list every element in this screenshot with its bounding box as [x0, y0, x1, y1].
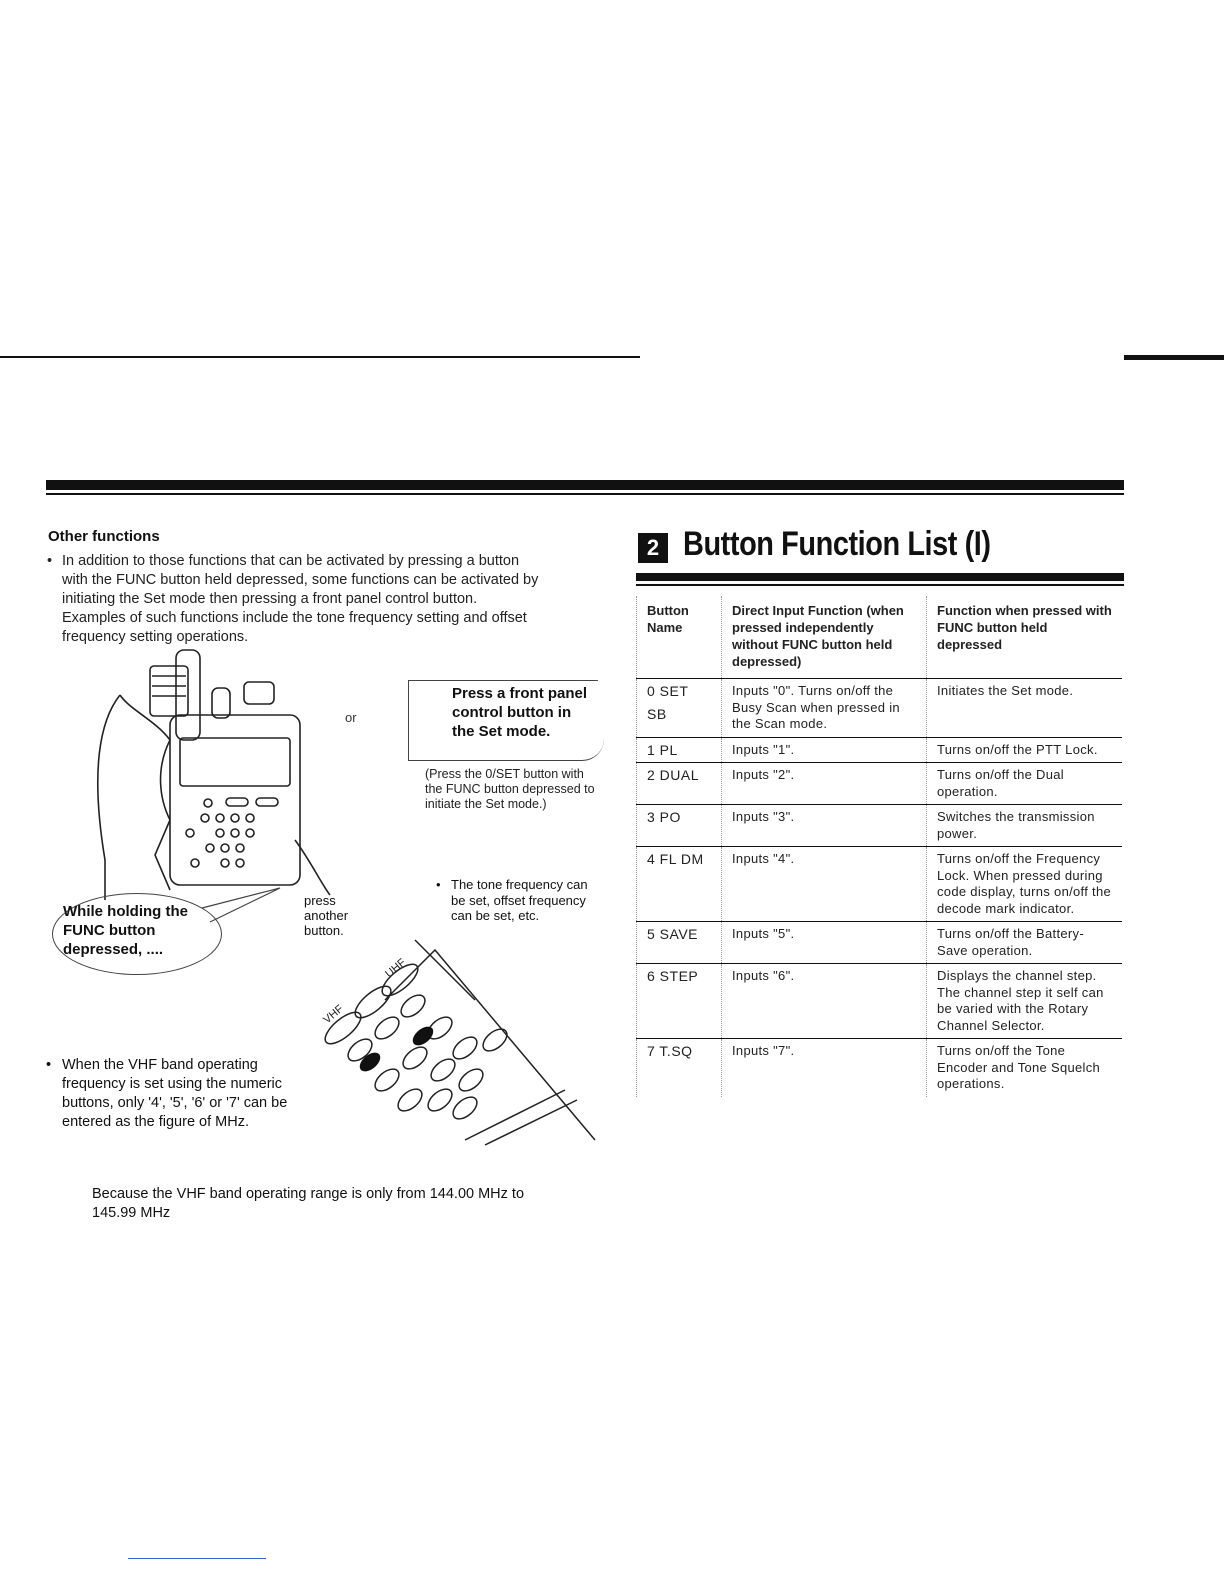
- table-row: [637, 1039, 1123, 1097]
- button-name-cell: 2 DUAL: [637, 763, 722, 805]
- button-name-secondary: SB: [647, 705, 667, 722]
- button-name-cell: 5 SAVE: [637, 922, 722, 964]
- footer-link-line: [128, 1558, 266, 1559]
- tone-note-text: The tone frequency can be set, offset frequency can be set, etc.: [451, 877, 588, 923]
- button-name-cell: [637, 679, 722, 738]
- uhf-key-label: UHF: [383, 956, 409, 981]
- col-header-func-function: Function when pressed with FUNC button held depressed: [927, 596, 1123, 679]
- col-header-button-name: Button Name: [637, 596, 722, 679]
- func-function-cell: Turns on/off the Battery-Save operation.: [927, 922, 1123, 964]
- bullet: •: [46, 1057, 52, 1073]
- press-note: press another button.: [304, 893, 349, 938]
- table-row: [637, 679, 1123, 738]
- button-name-cell: 6 STEP: [637, 964, 722, 1039]
- func-function-cell: Switches the transmission power.: [927, 805, 1123, 847]
- section-heading: Other functions: [48, 528, 160, 545]
- direct-input-cell: Inputs "5".: [722, 922, 927, 964]
- vhf-note-text: When the VHF band operating frequency is set using the numeric buttons, only '4', '5', '6' or '7' can be entered as the figure of MHz.: [62, 1057, 288, 1130]
- col-header-direct-input: Direct Input Function (when pressed independently without FUNC button held depressed): [722, 596, 927, 679]
- keypad-closeup-illustration: [315, 940, 595, 1150]
- func-function-cell: Turns on/off the Dual operation.: [927, 763, 1123, 805]
- vhf-key-label: VHF: [321, 1002, 346, 1027]
- section-number-badge: 2: [638, 533, 668, 563]
- table-header-row: [637, 596, 1123, 679]
- table-row: [637, 964, 1123, 1039]
- func-function-cell: Turns on/off the PTT Lock.: [927, 737, 1123, 763]
- table-row: [637, 763, 1123, 805]
- or-label: or: [345, 710, 357, 725]
- func-function-cell: Turns on/off the Frequency Lock. When pressed during code display, turns on/off the decode mark indicator.: [927, 847, 1123, 922]
- bubble-pointer: [200, 878, 290, 928]
- button-name: 0 SET: [647, 683, 689, 699]
- func-function-cell: Displays the channel step. The channel step it self can be varied with the Rotary Channel Selector.: [927, 964, 1123, 1039]
- table-row: [637, 922, 1123, 964]
- func-function-cell: Initiates the Set mode.: [927, 679, 1123, 738]
- direct-input-cell: Inputs "1".: [722, 737, 927, 763]
- direct-input-cell: Inputs "4".: [722, 847, 927, 922]
- button-function-table: [636, 596, 1122, 1097]
- button-name-cell: 1 PL: [637, 737, 722, 763]
- table-row: [637, 805, 1123, 847]
- vhf-note: [46, 1056, 322, 1132]
- table-row: [637, 737, 1123, 763]
- top-right-rule: [1124, 355, 1224, 360]
- direct-input-cell: Inputs "7".: [722, 1039, 927, 1097]
- bottom-note: Because the VHF band operating range is only from 144.00 MHz to 145.99 MHz: [92, 1186, 525, 1221]
- button-name-cell: 4 FL DM: [637, 847, 722, 922]
- title-thin-rule: [636, 584, 1124, 586]
- set-mode-note: (Press the 0/SET button with the FUNC button depressed to initiate the Set mode.): [425, 767, 595, 811]
- button-name-cell: 7 T.SQ: [637, 1039, 722, 1097]
- direct-input-cell: Inputs "0". Turns on/off the Busy Scan when pressed in the Scan mode.: [722, 679, 927, 738]
- bubble-text: While holding the FUNC button depressed, ....: [63, 903, 188, 958]
- table-row: [637, 847, 1123, 922]
- callout-text: Press a front panel control button in the Set mode.: [452, 685, 588, 740]
- bullet: •: [47, 553, 53, 569]
- page-title: Button Function List (I): [683, 525, 991, 563]
- direct-input-cell: Inputs "3".: [722, 805, 927, 847]
- func-function-cell: Turns on/off the Tone Encoder and Tone Squelch operations.: [927, 1039, 1123, 1097]
- radio-hand-illustration: [60, 300, 380, 900]
- direct-input-cell: Inputs "6".: [722, 964, 927, 1039]
- intro-paragraph: In addition to those functions that can be activated by pressing a button with the FUNC button held depressed, some functions can be activated by initiating the Set mode then pressing a front panel control button.: [62, 553, 539, 607]
- tone-note: [436, 877, 596, 924]
- title-thick-rule: [636, 573, 1124, 581]
- examples-paragraph: Examples of such functions include the tone frequency setting and offset frequency setting operations.: [62, 610, 527, 645]
- button-name-cell: 3 PO: [637, 805, 722, 847]
- bullet: •: [436, 877, 441, 892]
- direct-input-cell: Inputs "2".: [722, 763, 927, 805]
